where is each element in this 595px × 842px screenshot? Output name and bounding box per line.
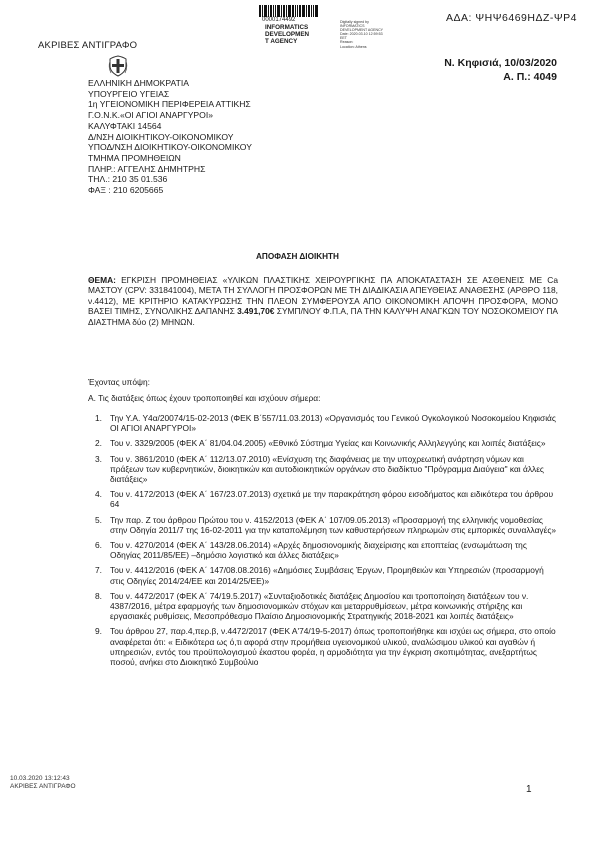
sender-line: ΤΜΗΜΑ ΠΡΟΜΗΘΕΙΩΝ bbox=[88, 152, 181, 163]
subject-tail: ΣΥΜΠ/ΝΟΥ Φ.Π.Α, ΠΑ ΤΗΝ ΚΑΛΥΨΗ ΑΝΑΓΚΩΝ ΤΟΥ ΝΟΣΟΚΟΜΕΙΟΥ ΠΑ ΔΙΑΣΤΗΜΑ δύο (2) ΜΗΝΩΝ. bbox=[88, 306, 559, 327]
list-item bbox=[88, 626, 558, 667]
agency-line: INFORMATICS bbox=[265, 24, 309, 31]
list-item bbox=[88, 413, 558, 433]
item-text: Του ν. 3329/2005 (ΦΕΚ Α΄ 81/04.04.2005) «Εθνικό Σύστημα Υγείας και Κοινωνικής Αλληλεγγύης και λοιπές διατάξεις» bbox=[110, 438, 546, 449]
item-text: Του ν. 4472/2017 (ΦΕΚ Α΄ 74/19.5.2017) «Συνταξιοδοτικές διατάξεις Δημοσίου και τροποποίηση διατάξεων του ν. 4387/2016, μέτρα εφαρμογής των δημοσιονομικών στόχων και μεταρρυθμίσεων, μέτρα κοινωνικής στήριξης και εργασιακές ρυθμίσεις, Μεσοπρόθεσμο Πλαίσιο Δημοσιονομικής Στρατηγικής 2018-2021 και λοιπές διατάξεις» bbox=[110, 590, 529, 622]
item-number: 7. bbox=[95, 565, 102, 576]
digital-signature-details bbox=[340, 20, 410, 49]
item-text: Του άρθρου 27, παρ.4,περ.β, ν.4472/2017 (ΦΕΚ Α'74/19-5-2017) όπως τροποποιήθηκε και ισχύει ως σήμερα, στο οποίο αναφέρεται ότι: « Ειδικότερα ως ό,τι αφορά στην προμήθεια υγειονομικού υλικού, αναλώσιμου υλικού και αγαθών ή υπηρεσιών, εντός του προϋπολογισμού έκαστου φορέα, η αρμοδιότητα για την έγκριση σκοπιμότητας, ανεξαρτήτως ποσού, ανήκει στο Διοικητικό Συμβούλιο bbox=[110, 626, 556, 668]
sender-line: ΤΗΛ.: 210 35 01.536 bbox=[88, 174, 168, 185]
item-number: 6. bbox=[95, 540, 102, 551]
sender-line: ΥΠΟΥΡΓΕΙΟ ΥΓΕΙΑΣ bbox=[88, 88, 170, 99]
footer-stamp-line: ΑΚΡΙΒΕΣ ΑΝΤΙΓΡΑΦΟ bbox=[10, 783, 76, 790]
considering-heading: Έχοντας υπόψη: bbox=[88, 377, 150, 387]
sender-line: ΚΑΛΥΦΤΑΚΙ 14564 bbox=[88, 120, 162, 131]
provisions-list bbox=[88, 413, 558, 672]
subject-paragraph bbox=[88, 275, 558, 327]
ada-code: ΑΔΑ: ΨΗΨ6469ΗΔΖ-ΨΡ4 bbox=[446, 12, 577, 24]
item-text: Του ν. 4270/2014 (ΦΕΚ Α΄ 143/28.06.2014) «Αρχές δημοσιονομικής διαχείρισης και εποπτείας (ενσωμάτωση της Οδηγίας 2011/85/ΕΕ) –δημόσιο λογιστικό και άλλες διατάξεις» bbox=[110, 540, 527, 561]
signing-agency bbox=[265, 24, 309, 46]
agency-line: T AGENCY bbox=[265, 38, 298, 46]
item-text: Την Υ.Α. Υ4α/20074/15-02-2013 (ΦΕΚ Β΄557/11.03.2013) «Οργανισμός του Γενικού Ογκολογικού Νοσοκομείου Κηφισιάς ΟΙ ΑΓΙΟΙ ΑΝΑΡΓΥΡΟΙ» bbox=[110, 413, 556, 434]
subject-amount: 3.491,70€ bbox=[237, 306, 275, 317]
item-number: 9. bbox=[95, 626, 102, 637]
signature-line: Digitally signed by bbox=[340, 20, 369, 24]
sender-line: 1η ΥΓΕΙΟΝΟΜΙΚΗ ΠΕΡΙΦΕΡΕΙΑ ΑΤΤΙΚΗΣ bbox=[88, 99, 251, 110]
item-text: Την παρ. Ζ του άρθρου Πρώτου του ν. 4152/2013 (ΦΕΚ Α΄ 107/09.05.2013) «Προσαρμογή της ελληνικής νομοθεσίας στην Οδηγία 2011/7 της 16-02-2011 για την καταπολέμηση των καθυστερήσεων πληρωμών στις εμπορικές συναλλαγές» bbox=[110, 514, 557, 535]
item-number: 4. bbox=[95, 489, 102, 500]
sender-block bbox=[88, 78, 252, 196]
document-title: ΑΠΟΦΑΣΗ ΔΙΟΙΚΗΤΗ bbox=[256, 252, 339, 261]
sender-line: ΠΛΗΡ.: ΑΓΓΕΛΗΣ ΔΗΜΗΤΡΗΣ bbox=[88, 163, 206, 174]
document-date: Ν. Κηφισιά, 10/03/2020 bbox=[444, 57, 557, 69]
footer-stamp bbox=[10, 775, 76, 791]
item-number: 5. bbox=[95, 514, 102, 525]
sender-line: Γ.Ο.Ν.Κ.«ΟΙ ΑΓΙΟΙ ΑΝΑΡΓΥΡΟΙ» bbox=[88, 110, 214, 121]
sender-line: ΕΛΛΗΝΙΚΗ ΔΗΜΟΚΡΑΤΙΑ bbox=[88, 78, 189, 88]
signature-line: EET bbox=[340, 36, 347, 41]
list-item bbox=[88, 454, 558, 485]
certified-copy-stamp: ΑΚΡΙΒΕΣ ΑΝΤΙΓΡΑΦΟ bbox=[38, 40, 138, 51]
item-number: 2. bbox=[95, 438, 102, 449]
signature-line: INFORMATICS bbox=[340, 24, 365, 29]
signature-line: Location: Athens bbox=[340, 44, 367, 49]
list-item bbox=[88, 540, 558, 560]
agency-line: DEVELOPMEN bbox=[265, 31, 310, 39]
item-text: Του ν. 4172/2013 (ΦΕΚ Α΄ 167/23.07.2013) σχετικά με την παρακράτηση φόρου εισοδήματος και ειδικότερα του άρθρου 64 bbox=[110, 489, 554, 510]
item-text: Του ν. 3861/2010 (ΦΕΚ Α΄ 112/13.07.2010) «Ενίσχυση της διαφάνειας με την υποχρεωτική ανάρτηση νόμων και πράξεων των κυβερνητικών, διοικητικών και αυτοδιοικητικών οργάνων στο διαδίκτυο "Πρόγραμμα Διαύγεια" και άλλες διατάξεις» bbox=[110, 453, 544, 485]
protocol-number: Α. Π.: 4049 bbox=[503, 71, 557, 83]
list-item bbox=[88, 438, 558, 448]
list-item bbox=[88, 489, 558, 509]
item-text: Του ν. 4412/2016 (ΦΕΚ Α΄ 147/08.08.2016) «Δημόσιες Συμβάσεις Έργων, Προμηθειών και Υπηρεσιών (προσαρμογή στις Οδηγίες 2014/24/ΕΕ και 2014/25/ΕΕ)» bbox=[110, 565, 544, 586]
sender-line: Δ/ΝΣΗ ΔΙΟΙΚΗΤΙΚΟΥ-ΟΙΚΟΝΟΜΙΚΟΥ bbox=[88, 131, 234, 142]
item-number: 8. bbox=[95, 590, 102, 601]
list-item bbox=[88, 565, 558, 585]
document-date-block bbox=[444, 56, 557, 84]
subject-label: ΘΕΜΑ: bbox=[88, 275, 116, 285]
subject-text: ΕΓΚΡΙΣΗ ΠΡΟΜΗΘΕΙΑΣ «ΥΛΙΚΩΝ ΠΛΑΣΤΙΚΗΣ ΧΕΙΡΟΥΡΓΙΚΗΣ ΠΑ ΑΠΟΚΑΤΑΣΤΑΣΗ ΣΕ ΑΣΘΕΝΕΙΣ ΜΕ Ca ΜΑΣΤΟΥ (CPV: 331841004), ΜΕΤΑ ΤΗ ΣΥΛΛΟΓΗ ΠΡΟΣΦΟΡΩΝ ΜΕ ΤΗ ΔΙΑΔΙΚΑΣΙΑ ΑΠΕΥΘΕΙΑΣ ΑΝΑΘΕΣΗΣ (ΑΡΘΡΟ 118, ν.4412), ΜΕ ΚΡΙΤΗΡΙΟ ΚΑΤΑΚΥΡΩΣΗΣ ΤΗΝ ΠΛΕΟΝ ΣΥΜΦΕΡΟΥΣΑ ΑΠΟ ΟΙΚΟΝΟΜΙΚΗ ΑΠΟΨΗ ΠΡΟΣΦΟΡΑ, ΜΟΝΟ ΒΑΣΕΙ ΤΙΜΗΣ, ΣΥΝΟΛΙΚΗΣ ΔΑΠΑΝΗΣ bbox=[88, 275, 558, 317]
footer-stamp-line: 10.03.2020 13:12:43 bbox=[10, 775, 70, 782]
signature-line: DEVELOPMENT AGENCY bbox=[340, 28, 384, 33]
list-item bbox=[88, 515, 558, 535]
signature-line: Reason: bbox=[340, 40, 354, 45]
item-number: 1. bbox=[95, 413, 102, 423]
page-number: 1 bbox=[526, 784, 532, 795]
sender-line: ΦΑΞ : 210 6205665 bbox=[88, 185, 164, 196]
list-item bbox=[88, 591, 558, 622]
sender-line: ΥΠΟΔ/ΝΣΗ ΔΙΟΙΚΗΤΙΚΟΥ-ΟΙΚΟΝΟΜΙΚΟΥ bbox=[88, 142, 252, 153]
greek-emblem-icon bbox=[107, 55, 129, 77]
barcode-icon bbox=[259, 5, 323, 17]
item-number: 3. bbox=[95, 453, 102, 464]
signature-line: Date: 2020.03.10 12:59:53 bbox=[340, 32, 383, 37]
barcode-number: 0000174492 bbox=[262, 17, 296, 23]
provisions-intro: Α. Τις διατάξεις όπως έχουν τροποποιηθεί και ισχύουν σήμερα: bbox=[88, 393, 321, 403]
